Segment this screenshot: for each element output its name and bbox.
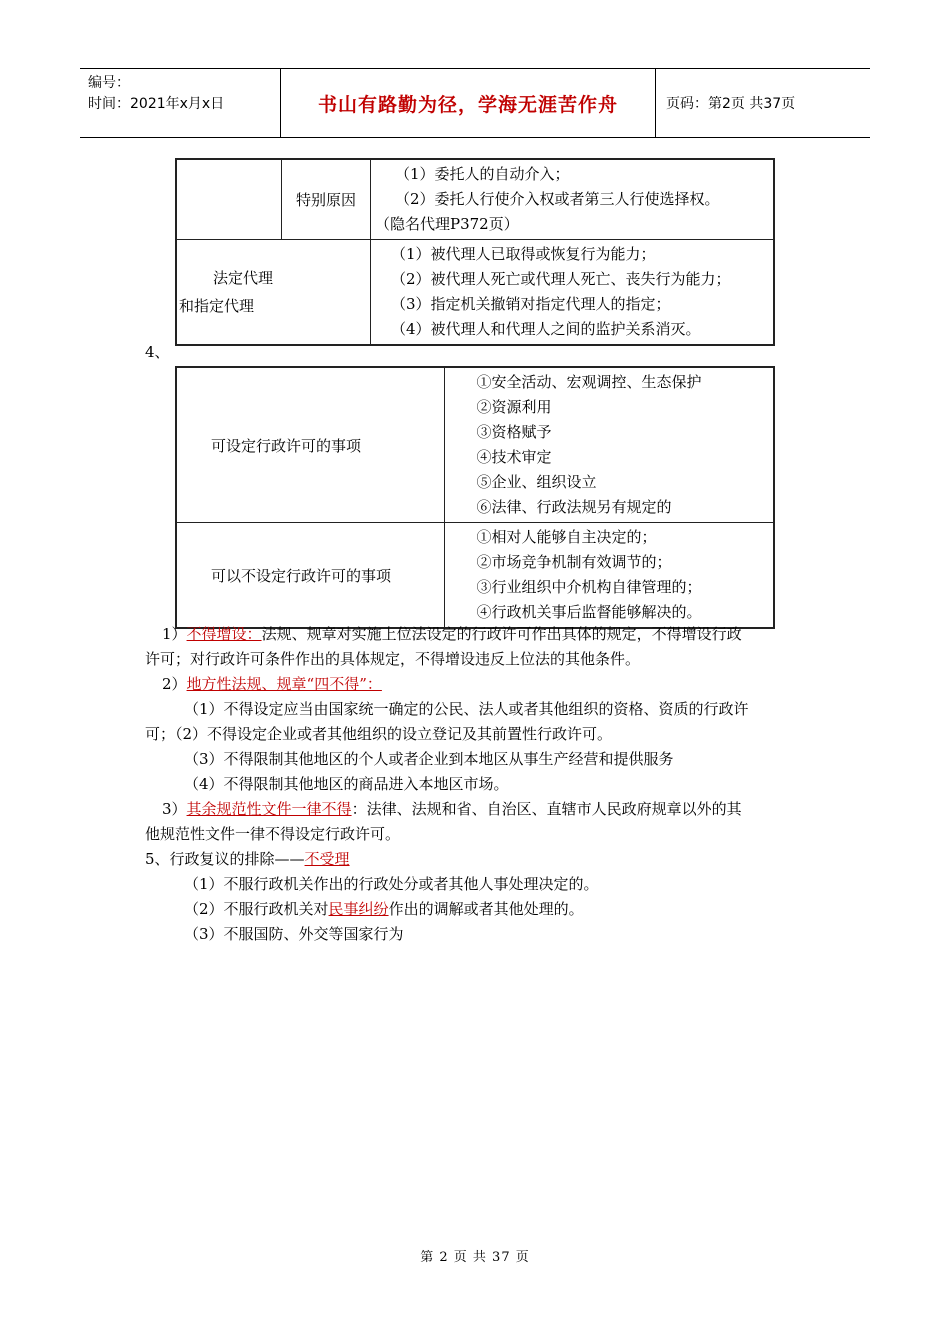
list-item: ①相对人能够自主决定的； bbox=[476, 528, 657, 546]
section-title bbox=[145, 847, 350, 871]
row-label: 可以不设定行政许可的事项 bbox=[176, 523, 444, 629]
highlight-term: 地方性法规、规章“四不得”： bbox=[186, 675, 382, 693]
list-item: （1）被代理人已取得或恢复行为能力； bbox=[391, 245, 656, 263]
list-item: （2）被代理人死亡或代理人死亡、丧失行为能力； bbox=[391, 270, 731, 288]
paragraph-text: 法规、规章对实施上位法设定的行政许可作出具体的规定，不得增设行政 bbox=[261, 625, 742, 643]
paragraph-line: （1）不得设定应当由国家统一确定的公民、法人或者其他组织的资格、资质的行政许 bbox=[184, 700, 749, 718]
empty-cell bbox=[176, 159, 282, 240]
item-number: 3） bbox=[162, 800, 187, 818]
row-content bbox=[444, 523, 774, 629]
paragraph-line bbox=[162, 672, 382, 696]
label-line: 和指定代理 bbox=[179, 297, 255, 315]
list-item: （1）委托人的自动介入； bbox=[395, 165, 570, 183]
licensing-matters-table bbox=[175, 366, 775, 629]
agency-termination-table bbox=[175, 158, 775, 346]
paragraph-line: 许可；对行政许可条件作出的具体规定，不得增设违反上位法的其他条件。 bbox=[145, 650, 641, 668]
row-label bbox=[176, 240, 371, 346]
header-meta bbox=[80, 69, 280, 137]
paragraph-line bbox=[162, 622, 742, 646]
paragraph-line: （3）不得限制其他地区的个人或者企业到本地区从事生产经营和提供服务 bbox=[184, 750, 674, 768]
section-number: 4、 bbox=[145, 343, 170, 361]
time-label: 时间：2021年x月x日 bbox=[88, 96, 225, 112]
list-item: （隐名代理P372页） bbox=[375, 215, 519, 233]
row-content bbox=[371, 240, 775, 346]
section-title-text: 5、行政复议的排除—— bbox=[145, 850, 305, 868]
page-footer: 第 2 页 共 37 页 bbox=[420, 1250, 530, 1265]
list-item: ③资格赋予 bbox=[476, 423, 552, 441]
header-page-label: 页码：第2页 共37页 bbox=[666, 96, 796, 112]
paragraph-text: 作出的调解或者其他处理的。 bbox=[388, 900, 584, 918]
item-number: 2） bbox=[162, 675, 187, 693]
list-item: （4）被代理人和代理人之间的监护关系消灭。 bbox=[391, 320, 701, 338]
paragraph-line: （1）不服行政机关作出的行政处分或者其他人事处理决定的。 bbox=[184, 875, 599, 893]
list-item: ⑤企业、组织设立 bbox=[476, 473, 597, 491]
item-number: 1） bbox=[162, 625, 187, 643]
row-content bbox=[371, 159, 775, 240]
list-item: ①安全活动、宏观调控、生态保护 bbox=[476, 373, 702, 391]
paragraph-line: （3）不服国防、外交等国家行为 bbox=[184, 925, 404, 943]
row-content bbox=[444, 367, 774, 523]
row-label: 特别原因 bbox=[282, 159, 371, 240]
list-item: （2）委托人行使介入权或者第三人行使选择权。 bbox=[395, 190, 720, 208]
label-line: 法定代理 bbox=[213, 269, 274, 287]
highlight-term: 其余规范性文件一律不得 bbox=[186, 800, 352, 818]
list-item: ④技术审定 bbox=[476, 448, 552, 466]
table-row bbox=[176, 240, 774, 346]
row-label: 可设定行政许可的事项 bbox=[176, 367, 444, 523]
paragraph-line: （4）不得限制其他地区的商品进入本地区市场。 bbox=[184, 775, 509, 793]
paragraph-text: （2）不服行政机关对 bbox=[184, 900, 329, 918]
list-item: ②资源利用 bbox=[476, 398, 552, 416]
list-item: （3）指定机关撤销对指定代理人的指定； bbox=[391, 295, 671, 313]
list-item: ③行业组织中介机构自律管理的； bbox=[476, 578, 702, 596]
highlight-term: 不受理 bbox=[304, 850, 350, 868]
header-motto: 书山有路勤为径，学海无涯苦作舟 bbox=[280, 69, 656, 137]
list-item: ④行政机关事后监督能够解决的。 bbox=[476, 603, 702, 621]
table-row bbox=[176, 523, 774, 629]
paragraph-line bbox=[184, 897, 584, 921]
highlight-term: 不得增设： bbox=[186, 625, 262, 643]
table-row bbox=[176, 159, 774, 240]
paragraph-text: ：法律、法规和省、自治区、直辖市人民政府规章以外的其 bbox=[351, 800, 742, 818]
paragraph-line: 他规范性文件一律不得设定行政许可。 bbox=[145, 825, 401, 843]
table-row bbox=[176, 367, 774, 523]
list-item: ②市场竞争机制有效调节的； bbox=[476, 553, 672, 571]
list-item: ⑥法律、行政法规另有规定的 bbox=[476, 498, 672, 516]
paragraph-line bbox=[162, 797, 742, 821]
code-label: 编号： bbox=[88, 75, 130, 91]
paragraph-line: 可；（2）不得设定企业或者其他组织的设立登记及其前置性行政许可。 bbox=[145, 725, 613, 743]
highlight-term: 民事纠纷 bbox=[328, 900, 389, 918]
page-header bbox=[80, 68, 870, 138]
